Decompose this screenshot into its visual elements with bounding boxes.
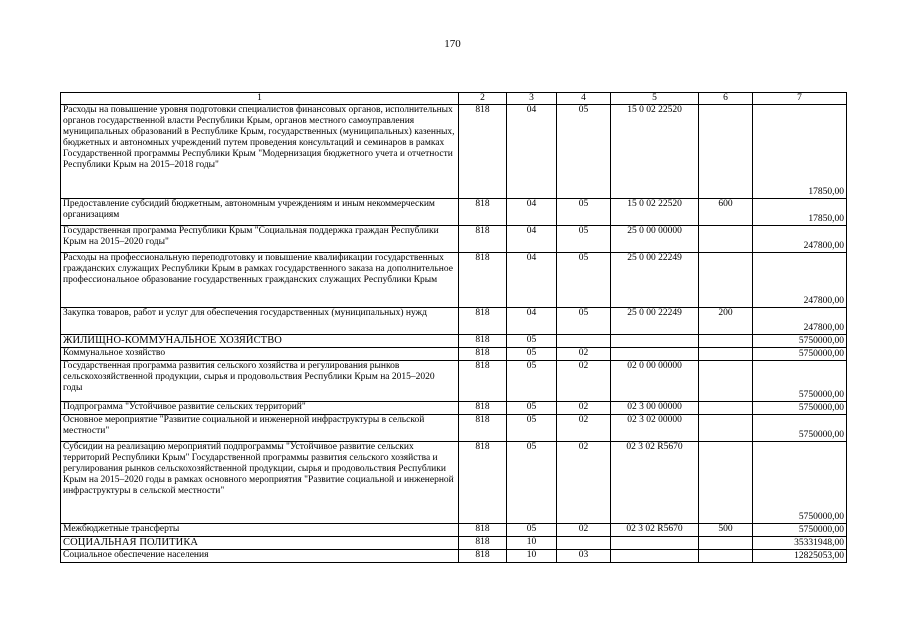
subsection-code: 03 — [557, 550, 611, 563]
expense-type-code — [699, 335, 753, 348]
table-row — [61, 442, 847, 524]
section-code: 04 — [507, 105, 557, 199]
target-article-code — [611, 550, 699, 563]
ministry-code: 818 — [459, 105, 507, 199]
expense-type-code — [699, 226, 753, 253]
ministry-code: 818 — [459, 550, 507, 563]
amount: 5750000,00 — [753, 361, 847, 402]
section-code: 10 — [507, 537, 557, 550]
row-name: Предоставление субсидий бюджетным, автономным учреждениям и иным некоммерческим организациям — [61, 199, 459, 226]
target-article-code: 15 0 02 22520 — [611, 199, 699, 226]
column-header: 6 — [699, 93, 753, 105]
row-name: Расходы на повышение уровня подготовки специалистов финансовых органов, исполнительных органов государственной власти Республики Крым, органов местного самоуправления муниципальных образований в Республике Крым, государственных (муниципальных) казенных, бюджетных и автономных учреждений путем проведения консультаций и семинаров в рамках Государственной программы Республики Крым "Модернизация бюджетного учета и отчетности Республики Крым на 2015–2018 годы" — [61, 105, 459, 199]
amount: 17850,00 — [753, 105, 847, 199]
ministry-code: 818 — [459, 199, 507, 226]
amount: 5750000,00 — [753, 335, 847, 348]
column-header: 4 — [557, 93, 611, 105]
row-name: Государственная программа Республики Крым "Социальная поддержка граждан Республики Крым на 2015–2020 годы" — [61, 226, 459, 253]
subsection-code: 02 — [557, 361, 611, 402]
amount: 5750000,00 — [753, 442, 847, 524]
section-code: 04 — [507, 253, 557, 308]
expense-type-code: 500 — [699, 524, 753, 537]
subsection-code: 02 — [557, 524, 611, 537]
table-row — [61, 105, 847, 199]
ministry-code: 818 — [459, 524, 507, 537]
expense-type-code: 600 — [699, 199, 753, 226]
amount: 35331948,00 — [753, 537, 847, 550]
table-row — [61, 253, 847, 308]
amount: 5750000,00 — [753, 348, 847, 361]
section-code: 05 — [507, 442, 557, 524]
target-article-code: 15 0 02 22520 — [611, 105, 699, 199]
section-heading: СОЦИАЛЬНАЯ ПОЛИТИКА — [61, 537, 459, 550]
table-row — [61, 524, 847, 537]
column-header: 2 — [459, 93, 507, 105]
table-row — [61, 361, 847, 402]
expense-type-code — [699, 537, 753, 550]
expense-type-code — [699, 402, 753, 415]
target-article-code: 02 3 02 R5670 — [611, 442, 699, 524]
section-code: 05 — [507, 335, 557, 348]
row-name: Социальное обеспечение населения — [61, 550, 459, 563]
amount: 247800,00 — [753, 308, 847, 335]
subsection-code: 02 — [557, 442, 611, 524]
ministry-code: 818 — [459, 402, 507, 415]
amount: 5750000,00 — [753, 524, 847, 537]
section-code: 05 — [507, 361, 557, 402]
subsection-code: 05 — [557, 105, 611, 199]
expense-type-code — [699, 105, 753, 199]
section-code: 05 — [507, 348, 557, 361]
subsection-code — [557, 537, 611, 550]
subsection-code: 02 — [557, 415, 611, 442]
ministry-code: 818 — [459, 415, 507, 442]
table-row — [61, 335, 847, 348]
ministry-code: 818 — [459, 361, 507, 402]
ministry-code: 818 — [459, 335, 507, 348]
column-header: 3 — [507, 93, 557, 105]
expense-type-code — [699, 361, 753, 402]
target-article-code: 25 0 00 00000 — [611, 226, 699, 253]
ministry-code: 818 — [459, 253, 507, 308]
target-article-code: 25 0 00 22249 — [611, 253, 699, 308]
ministry-code: 818 — [459, 348, 507, 361]
amount: 12825053,00 — [753, 550, 847, 563]
target-article-code: 02 3 02 00000 — [611, 415, 699, 442]
subsection-code: 02 — [557, 348, 611, 361]
section-code: 05 — [507, 415, 557, 442]
table-row — [61, 308, 847, 335]
section-code: 04 — [507, 226, 557, 253]
budget-table — [60, 92, 847, 563]
section-code: 10 — [507, 550, 557, 563]
table-row — [61, 415, 847, 442]
row-name: Основное мероприятие "Развитие социальной и инженерной инфраструктуры в сельской местности" — [61, 415, 459, 442]
table-row — [61, 199, 847, 226]
column-header: 5 — [611, 93, 699, 105]
section-code: 04 — [507, 308, 557, 335]
row-name: Подпрограмма "Устойчивое развитие сельских территорий" — [61, 402, 459, 415]
row-name: Межбюджетные трансферты — [61, 524, 459, 537]
row-name: Закупка товаров, работ и услуг для обеспечения государственных (муниципальных) нужд — [61, 308, 459, 335]
section-code: 04 — [507, 199, 557, 226]
row-name: Расходы на профессиональную переподготовку и повышение квалификации государственных гражданских служащих Республики Крым в рамках государственного заказа на дополнительное профессиональное образование государственных гражданских служащих Республики Крым — [61, 253, 459, 308]
subsection-code — [557, 335, 611, 348]
ministry-code: 818 — [459, 537, 507, 550]
row-name: Государственная программа развития сельского хозяйства и регулирования рынков сельскохозяйственной продукции, сырья и продовольствия Республики Крым на 2015–2020 годы — [61, 361, 459, 402]
subsection-code: 05 — [557, 226, 611, 253]
target-article-code: 25 0 00 22249 — [611, 308, 699, 335]
page-number: 170 — [444, 38, 461, 50]
target-article-code — [611, 348, 699, 361]
expense-type-code — [699, 348, 753, 361]
amount: 247800,00 — [753, 226, 847, 253]
amount: 17850,00 — [753, 199, 847, 226]
table-row — [61, 402, 847, 415]
expense-type-code — [699, 415, 753, 442]
ministry-code: 818 — [459, 442, 507, 524]
amount: 5750000,00 — [753, 415, 847, 442]
target-article-code — [611, 537, 699, 550]
target-article-code: 02 3 02 R5670 — [611, 524, 699, 537]
row-name: Коммунальное хозяйство — [61, 348, 459, 361]
amount: 247800,00 — [753, 253, 847, 308]
table-row — [61, 226, 847, 253]
subsection-code: 05 — [557, 199, 611, 226]
expense-type-code: 200 — [699, 308, 753, 335]
target-article-code — [611, 335, 699, 348]
section-code: 05 — [507, 524, 557, 537]
table-row — [61, 348, 847, 361]
subsection-code: 02 — [557, 402, 611, 415]
column-header: 7 — [753, 93, 847, 105]
expense-type-code — [699, 253, 753, 308]
section-heading: ЖИЛИЩНО-КОММУНАЛЬНОЕ ХОЗЯЙСТВО — [61, 335, 459, 348]
subsection-code: 05 — [557, 253, 611, 308]
table-row — [61, 550, 847, 563]
target-article-code: 02 3 00 00000 — [611, 402, 699, 415]
column-header: 1 — [61, 93, 459, 105]
subsection-code: 05 — [557, 308, 611, 335]
target-article-code: 02 0 00 00000 — [611, 361, 699, 402]
expense-type-code — [699, 550, 753, 563]
section-code: 05 — [507, 402, 557, 415]
row-name: Субсидии на реализацию мероприятий подпрограммы "Устойчивое развитие сельских территорий Республики Крым" Государственной программы развития сельского хозяйства и регулирования рынков сельскохозяйственной продукции, сырья и продовольствия Республики Крым на 2015–2020 годы в рамках основного мероприятия "Развитие социальной и инженерной инфраструктуры в сельской местности" — [61, 442, 459, 524]
ministry-code: 818 — [459, 226, 507, 253]
ministry-code: 818 — [459, 308, 507, 335]
table-row — [61, 537, 847, 550]
expense-type-code — [699, 442, 753, 524]
amount: 5750000,00 — [753, 402, 847, 415]
table-header-row — [61, 93, 847, 105]
